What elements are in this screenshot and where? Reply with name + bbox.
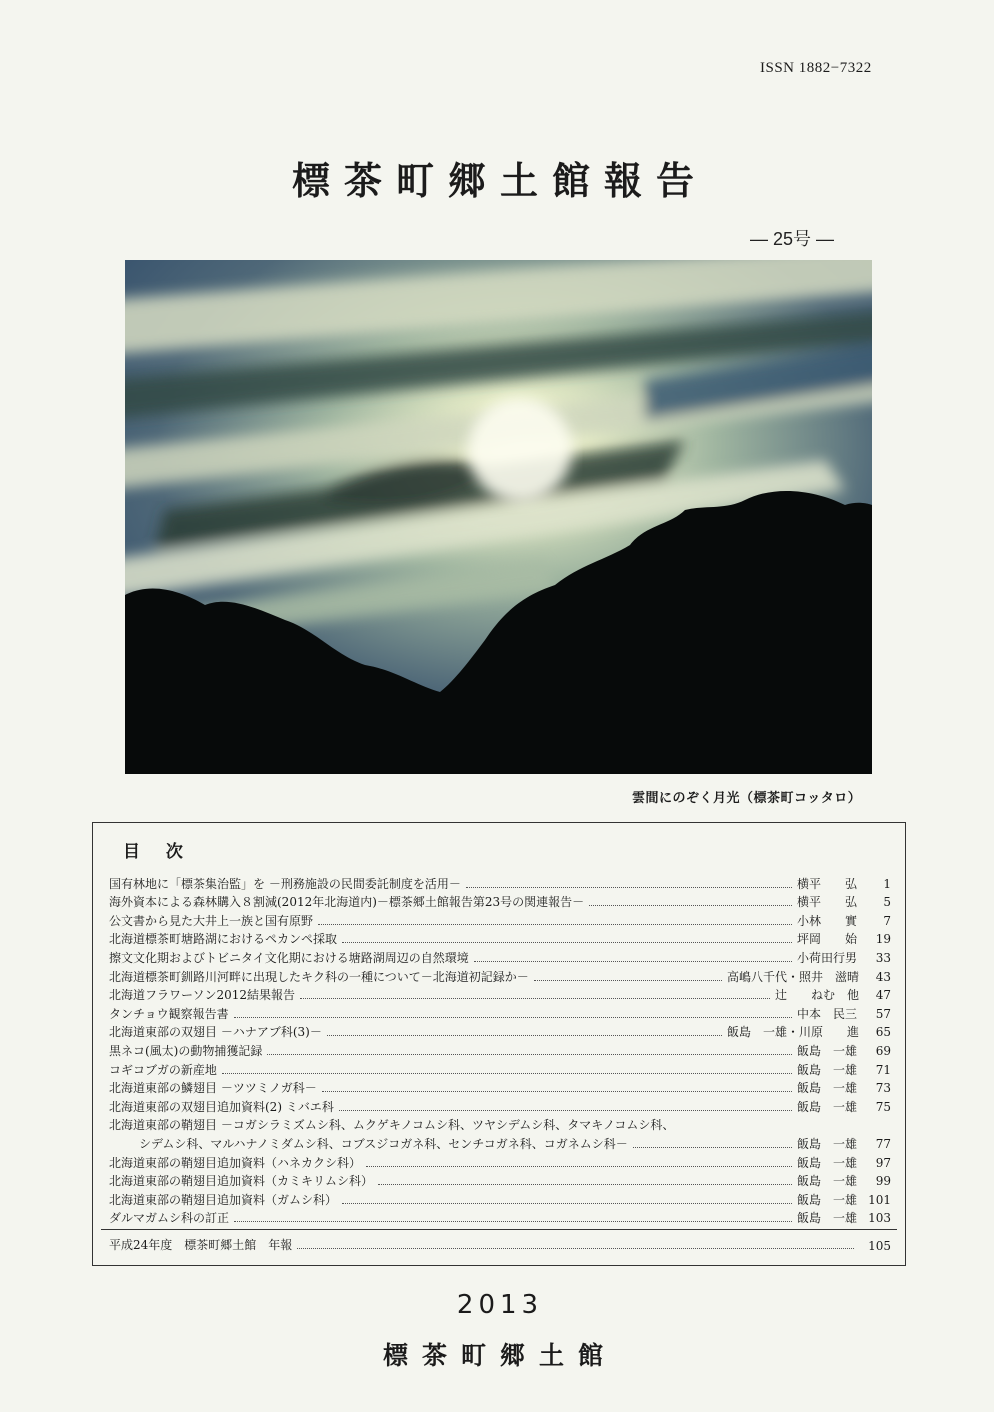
toc-entry-title: 北海道東部の鞘翅目追加資料（ガムシ科）	[109, 1192, 338, 1207]
toc-entry-title: 北海道東部の鱗翅目 －ツツミノガ科－	[109, 1081, 317, 1096]
toc-entry-page: 7	[883, 913, 891, 928]
toc-leader-dots	[234, 1017, 792, 1018]
toc-entry-author: 小林 實	[797, 913, 858, 928]
toc-entry-title: 北海道東部の鞘翅目追加資料（ハネカクシ科）	[109, 1155, 362, 1170]
toc-leader-dots	[534, 980, 722, 981]
toc-entry-author: 横平 弘	[797, 876, 858, 891]
toc-entry-title: 北海道東部の鞘翅目追加資料（カミキリムシ科）	[109, 1174, 374, 1189]
toc-leader-dots	[474, 961, 792, 962]
toc-entry-author: 中本 民三	[797, 1006, 858, 1021]
toc-entry-page: 101	[868, 1192, 891, 1207]
toc-leader-dots	[300, 998, 770, 999]
toc-entry[interactable]	[109, 1208, 891, 1227]
cover-photo	[125, 260, 872, 774]
toc-entry-title: 国有林地に「標茶集治監」を －刑務施設の民間委託制度を活用－	[109, 876, 461, 891]
toc-entry[interactable]	[109, 873, 891, 892]
toc-leader-dots	[297, 1248, 854, 1249]
toc-entry-author: 横平 弘	[797, 895, 858, 910]
toc-entry-page: 65	[875, 1025, 891, 1040]
photo-caption: 雲間にのぞく月光（標茶町コッタロ）	[632, 791, 862, 806]
toc-entry-title: 平成24年度 標茶町郷土館 年報	[109, 1238, 293, 1252]
toc-leader-dots	[339, 1110, 792, 1111]
toc-leader-dots	[318, 924, 792, 925]
toc-leader-dots	[327, 1035, 722, 1036]
toc-entry-page: 105	[868, 1239, 891, 1253]
toc-leader-dots	[589, 905, 792, 906]
toc-entry[interactable]	[109, 1189, 891, 1208]
toc-entry-page: 1	[883, 876, 891, 891]
table-of-contents	[92, 822, 906, 1266]
toc-entry-title: タンチョウ観察報告書	[109, 1006, 229, 1021]
toc-entry[interactable]	[109, 1003, 891, 1022]
toc-entry[interactable]	[109, 1133, 891, 1152]
toc-entry-page: 33	[875, 950, 891, 965]
moonlit-sky-image	[125, 260, 872, 774]
toc-entry[interactable]	[109, 1059, 891, 1078]
toc-entry-author: 小荷田行男	[797, 950, 858, 965]
toc-entry[interactable]	[109, 1022, 891, 1041]
toc-entry[interactable]	[109, 1078, 891, 1097]
toc-entry[interactable]	[109, 947, 891, 966]
toc-leader-dots	[342, 942, 792, 943]
toc-entry-page: 99	[875, 1174, 891, 1189]
toc-entry-author: 飯島 一雄	[797, 1136, 858, 1151]
toc-entry-title: 黒ネコ(風太)の動物捕獲記録	[109, 1043, 263, 1058]
toc-entry-title: 北海道東部の双翅目追加資料(2) ミバエ科	[109, 1099, 334, 1114]
toc-entry-author: 飯島 一雄	[797, 1192, 858, 1207]
publication-year: 2013	[456, 1290, 544, 1320]
toc-entry-page: 69	[875, 1043, 891, 1058]
toc-leader-dots	[322, 1091, 792, 1092]
toc-entry-title: 北海道標茶町釧路川河畔に出現したキク科の一種について－北海道初記録か－	[109, 969, 529, 984]
toc-entry-title: 北海道標茶町塘路湖におけるペカンペ採取	[109, 932, 338, 947]
issue-number: ― 25号 ―	[750, 229, 835, 249]
toc-entry-author: 飯島 一雄	[797, 1155, 858, 1170]
toc-entry-author: 辻 ねむ 他	[774, 988, 859, 1003]
publisher-name: 標茶町郷土館	[382, 1341, 617, 1370]
toc-entry[interactable]	[109, 929, 891, 948]
toc-leader-dots	[234, 1221, 792, 1222]
toc-entry-title: ダルマガムシ科の訂正	[109, 1211, 230, 1226]
toc-entry-author: 飯島 一雄	[797, 1043, 858, 1058]
toc-heading: 目 次	[123, 842, 193, 862]
toc-entry-author: 飯島 一雄	[797, 1062, 858, 1077]
toc-entry-author: 飯島 一雄・川原 進	[726, 1025, 859, 1040]
toc-entry-page: 43	[875, 969, 891, 984]
toc-entry-page: 77	[875, 1136, 891, 1151]
journal-title: 標茶町郷土館報告	[291, 158, 708, 203]
toc-leader-dots	[267, 1054, 792, 1055]
toc-entry-title: 北海道東部の双翅目 －ハナアブ科(3)－	[109, 1025, 322, 1040]
toc-entry-title: コギコブガの新産地	[109, 1062, 217, 1077]
toc-entry-title: 擦文文化期およびトビニタイ文化期における塘路湖周辺の自然環境	[109, 950, 469, 965]
toc-entry-page: 57	[875, 1006, 891, 1021]
toc-entry-page: 19	[875, 932, 891, 947]
toc-entry-page: 75	[875, 1099, 891, 1114]
toc-entry[interactable]	[109, 1040, 891, 1059]
toc-leader-dots	[366, 1166, 792, 1167]
toc-entry-page: 5	[883, 895, 891, 910]
toc-entry[interactable]	[109, 1115, 891, 1134]
toc-leader-dots	[342, 1203, 792, 1204]
toc-entry-author: 飯島 一雄	[797, 1211, 858, 1226]
toc-entry-title: 海外資本による森林購入８割減(2012年北海道内)－標茶郷土館報告第23号の関連報告－	[109, 895, 585, 910]
toc-entry-page: 97	[875, 1155, 891, 1170]
toc-entry-title: 公文書から見た大井上一族と国有原野	[109, 913, 314, 928]
toc-entry[interactable]	[109, 1171, 891, 1190]
toc-annual-report[interactable]	[109, 1236, 891, 1253]
divider	[101, 1229, 897, 1230]
toc-entry-author: 飯島 一雄	[797, 1174, 858, 1189]
toc-entry-title: シデムシ科、マルハナノミダムシ科、コブスジコガネ科、センチコガネ科、コガネムシ科－	[139, 1136, 628, 1151]
toc-list	[109, 873, 891, 1226]
toc-entry-author: 坪岡 始	[797, 932, 858, 947]
issn-number: ISSN 1882−7322	[760, 60, 872, 76]
toc-entry-title: 北海道東部の鞘翅目 －コガシラミズムシ科、ムクゲキノコムシ科、ツヤシデムシ科、タマキノコムシ科、	[109, 1118, 675, 1133]
toc-entry-page: 47	[875, 988, 891, 1003]
toc-entry-author: 飯島 一雄	[797, 1081, 858, 1096]
toc-entry-author: 飯島 一雄	[797, 1099, 858, 1114]
toc-leader-dots	[222, 1073, 792, 1074]
toc-entry-page: 73	[875, 1081, 891, 1096]
toc-entry-author: 高嶋八千代・照井 滋晴	[726, 969, 859, 984]
toc-leader-dots	[466, 887, 792, 888]
toc-entry[interactable]	[109, 985, 891, 1004]
toc-entry[interactable]	[109, 966, 891, 985]
toc-leader-dots	[633, 1147, 792, 1148]
toc-entry-title: 北海道フラワーソン2012結果報告	[109, 988, 296, 1003]
toc-entry-page: 71	[875, 1062, 891, 1077]
toc-entry[interactable]	[109, 910, 891, 929]
toc-entry[interactable]	[109, 1152, 891, 1171]
toc-leader-dots	[378, 1184, 792, 1185]
toc-entry[interactable]	[109, 892, 891, 911]
toc-entry-page: 103	[868, 1211, 891, 1226]
toc-entry[interactable]	[109, 1096, 891, 1115]
